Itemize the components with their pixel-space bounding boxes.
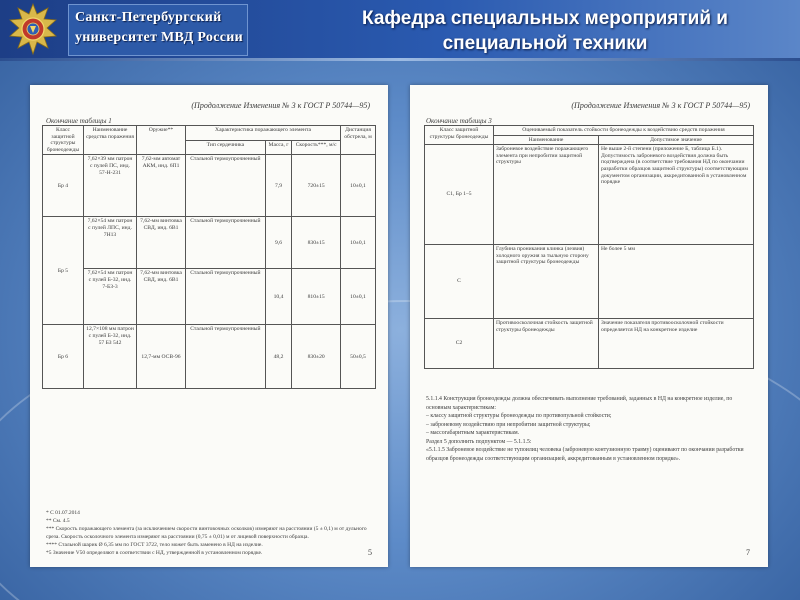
body-text	[426, 395, 752, 463]
slide-title-line1: Кафедра специальных мероприятий и	[362, 8, 728, 29]
footnote: * С 01.07.2014	[46, 510, 80, 516]
slide-title-line2: специальной техники	[442, 33, 648, 54]
col-header-indicator: Оцениваемый показатель стойкости бронеодежды к воздействию средств поражения	[494, 126, 754, 136]
table-row	[43, 269, 376, 325]
table-row	[43, 325, 376, 389]
cell-weapon: 7,62×39 мм патрон с пулей ПС, инд. 57-Н-231	[84, 155, 137, 217]
mvd-emblem-icon	[4, 2, 62, 56]
cell-arms: 7,62-мм винтовка СВД, инд. 6В1	[137, 269, 186, 325]
cell-arms: 12,7-мм ОСВ-96	[137, 325, 186, 389]
cell-mass: 48,2	[265, 325, 292, 389]
page-number: 5	[368, 548, 372, 557]
col-header-class: Класс защитной структуры бронеодежды	[425, 126, 494, 145]
col-header-name: Наименование	[494, 135, 599, 145]
paragraph: 5.1.1.4 Конструкция бронеодежды должна обеспечивать выполнение требований, заданных в НД на конкретное изделие, по основным характеристикам:	[426, 396, 733, 411]
col-header-type: Тип сердечника	[186, 140, 266, 155]
cell-class: С	[425, 245, 494, 319]
cell-speed: 830±15	[292, 217, 341, 269]
table-caption: Окончание таблицы 3	[426, 117, 492, 125]
col-header-mass: Масса, г	[265, 140, 292, 155]
university-box	[68, 4, 248, 56]
cell-value: Значение показателя противоосколочной стойкости определяется НД на конкретное изделие	[599, 319, 754, 369]
paragraph: – массогабаритным характеристикам.	[426, 430, 520, 436]
footnote: *5 Значение V50 определяют в соответствии с НД, утвержденной в установленном порядке.	[46, 550, 263, 556]
table-header-row	[425, 126, 754, 136]
university-name	[75, 8, 245, 48]
cell-name: Противоосколочная стойкость защитной структуры бронеодежды	[494, 319, 599, 369]
cell-distance: 10±0,1	[341, 269, 376, 325]
cell-speed: 720±15	[292, 155, 341, 217]
cell-type: Стальной термоупрочненный	[186, 269, 266, 325]
cell-type: Стальной термоупрочненный	[186, 325, 266, 389]
cell-class: Бр 4	[43, 155, 84, 217]
cell-mass: 7,9	[265, 155, 292, 217]
table-row	[425, 245, 754, 319]
cell-value: Не выше 2-й степени (приложение Б, таблица Б.1). Допустимость заброневого воздействия должна быть подтверждена (в соответствие требования НД по окончании разработки образцов защитной структуры) соответствующим документом организации, аккредитованной в установленном порядке	[599, 145, 754, 245]
footnote: **** Стальной шарик Ø 6,35 мм по ГОСТ 3722, тело может быть заменено в НД на изделие.	[46, 542, 263, 548]
university-name-line1: Санкт-Петербургский	[75, 10, 222, 25]
paragraph: «5.1.1.5 Заброневое воздействие не тупоилиц человека (заброневую контузионную травму) оценивают по окончании разработки образцов бронеодежды соответствующим организацией, аккредитованным в установленном порядке».	[426, 447, 744, 462]
cell-distance: 50±0,5	[341, 325, 376, 389]
resistance-table	[424, 125, 754, 369]
header-divider	[0, 58, 800, 61]
page-header: (Продолжение Изменения № 3 к ГОСТ Р 50744—95)	[571, 101, 750, 110]
col-header-class: Класс защитной структуры бронеодежды	[43, 126, 84, 155]
cell-weapon: 12,7×108 мм патрон с пулей Б-32, инд. 57 БЗ 542	[84, 325, 137, 389]
table-row	[43, 217, 376, 269]
footnote: *** Скорость поражающего элемента (за исключением скорости винтовочных осколков) измеряют на расстоянии (5 ± 0,1) м от дульного среза. Скорость осколочного элемента измеряют на расстоянии (0,75 ± 0,01) м от лицевой поверхности образца.	[46, 526, 367, 540]
slide-title	[290, 6, 800, 56]
cell-name: Заброневое воздействие поражающего элемента при непробитии защитной структуры	[494, 145, 599, 245]
cell-speed: 810±15	[292, 269, 341, 325]
cell-class: С2	[425, 319, 494, 369]
cell-distance: 10±0,1	[341, 217, 376, 269]
cell-type: Стальной термоупрочненный	[186, 217, 266, 269]
page-header: (Продолжение Изменения № 3 к ГОСТ Р 50744—95)	[191, 101, 370, 110]
cell-weapon: 7,62×54 мм патрон с пулей Б-32, инд. 7-БЗ-3	[84, 269, 137, 325]
cell-distance: 10±0,1	[341, 155, 376, 217]
cell-mass: 9,6	[265, 217, 292, 269]
slide-header	[0, 0, 800, 58]
page-number: 7	[746, 548, 750, 557]
cell-value: Не более 5 мм	[599, 245, 754, 319]
paragraph: – классу защитной структуры бронеодежды по противопульной стойкости;	[426, 413, 612, 419]
col-header-weapon: Наименование средства поражения	[84, 126, 137, 155]
ammo-table	[42, 125, 376, 389]
cell-name: Глубина проникания клинка (лезвия) холодного оружия за тыльную сторону защитной структуры бронеодежды	[494, 245, 599, 319]
document-page-left	[30, 85, 388, 567]
table-caption: Окончание таблицы 1	[46, 117, 112, 125]
cell-arms: 7,62-мм автомат АКМ, инд. 6П1	[137, 155, 186, 217]
table-row	[425, 145, 754, 245]
cell-class: Бр 6	[43, 325, 84, 389]
col-header-speed: Скорость***, м/с	[292, 140, 341, 155]
col-header-distance: Дистанция обстрела, м	[341, 126, 376, 155]
document-page-right	[410, 85, 768, 567]
col-header-value: Допустимое значение	[599, 135, 754, 145]
paragraph: Раздел 5 дополнить подпунктом — 5.1.1.5:	[426, 438, 532, 445]
cell-class: С1, Бр 1–5	[425, 145, 494, 245]
footnotes	[46, 509, 372, 557]
cell-mass: 10,4	[265, 269, 292, 325]
cell-speed: 830±20	[292, 325, 341, 389]
col-header-characteristics: Характеристика поражающего элемента	[186, 126, 341, 141]
col-header-arms: Оружие**	[137, 126, 186, 155]
cell-class: Бр 5	[43, 217, 84, 325]
cell-weapon: 7,62×54 мм патрон с пулей ЛПС, инд. 7Н13	[84, 217, 137, 269]
paragraph: – заброневому воздействию при непробитии защитной структуры;	[426, 421, 591, 428]
footnote: ** См. 4.5	[46, 518, 70, 524]
table-row	[43, 155, 376, 217]
table-header-row	[43, 126, 376, 141]
table-row	[425, 319, 754, 369]
cell-type: Стальной термоупрочненный	[186, 155, 266, 217]
cell-arms: 7,62-мм винтовка СВД, инд. 6В1	[137, 217, 186, 269]
university-name-line2: университет МВД России	[75, 30, 243, 45]
